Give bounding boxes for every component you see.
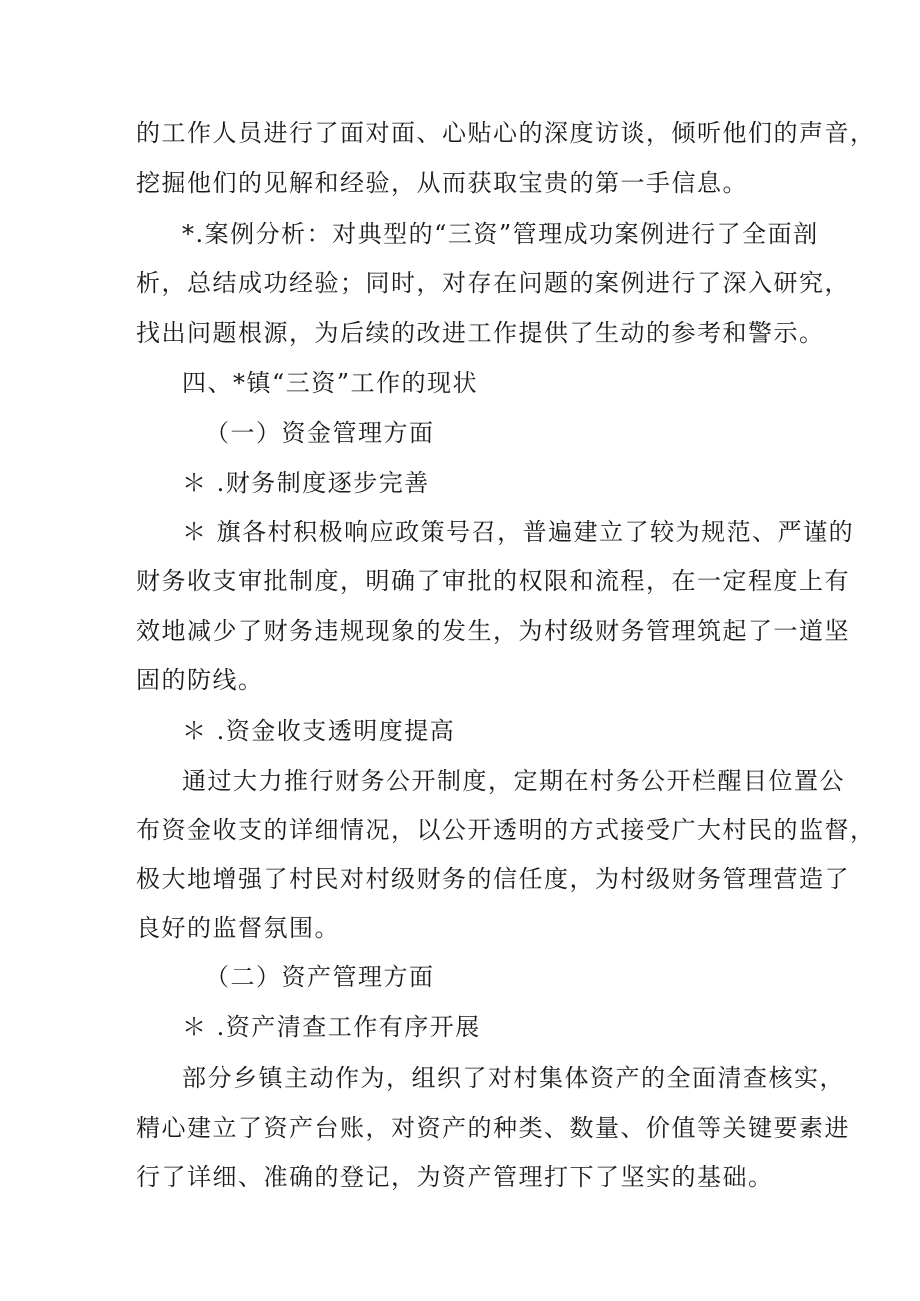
paragraph-line: 精心建立了资产台账，对资产的种类、数量、价值等关键要素进 (136, 1114, 850, 1142)
paragraph-line: 效地减少了财务违规现象的发生，为村级财务管理筑起了一道坚 (136, 617, 850, 645)
item-heading: ＊ .资产清查工作有序开展 (182, 1013, 481, 1041)
paragraph-line: 布资金收支的详细情况，以公开透明的方式接受广大村民的监督， (136, 816, 876, 844)
paragraph-line: 通过大力推行财务公开制度，定期在村务公开栏醒目位置公 (182, 767, 845, 795)
paragraph-line: *.案例分析：对典型的“三资”管理成功案例进行了全面剖 (182, 220, 819, 248)
paragraph-line: 固的防线。 (136, 666, 264, 694)
subsection-heading: （二）资产管理方面 (205, 963, 435, 991)
item-heading: ＊ .财务制度逐步完善 (182, 469, 430, 497)
paragraph-line: 极大地增强了村民对村级财务的信任度，为村级财务管理营造了 (136, 865, 850, 893)
paragraph-line: 的工作人员进行了面对面、心贴心的深度访谈，倾听他们的声音， (136, 119, 876, 147)
paragraph-line: 挖掘他们的见解和经验，从而获取宝贵的第一手信息。 (136, 169, 748, 197)
subsection-heading: （一）资金管理方面 (205, 419, 435, 447)
paragraph-line: 行了详细、准确的登记，为资产管理打下了坚实的基础。 (136, 1163, 774, 1191)
item-heading: ＊ .资金收支透明度提高 (182, 717, 456, 745)
paragraph-line: 良好的监督氛围。 (136, 914, 340, 942)
section-heading: 四、*镇“三资”工作的现状 (182, 369, 479, 397)
paragraph-line: 找出问题根源，为后续的改进工作提供了生动的参考和警示。 (136, 319, 825, 347)
paragraph-line: 部分乡镇主动作为，组织了对村集体资产的全面清查核实， (182, 1064, 845, 1092)
paragraph-line: ＊ 旗各村积极响应政策号召，普遍建立了较为规范、严谨的 (182, 518, 855, 546)
paragraph-line: 财务收支审批制度，明确了审批的权限和流程，在一定程度上有 (136, 567, 850, 595)
paragraph-line: 析，总结成功经验；同时，对存在问题的案例进行了深入研究， (136, 269, 850, 297)
